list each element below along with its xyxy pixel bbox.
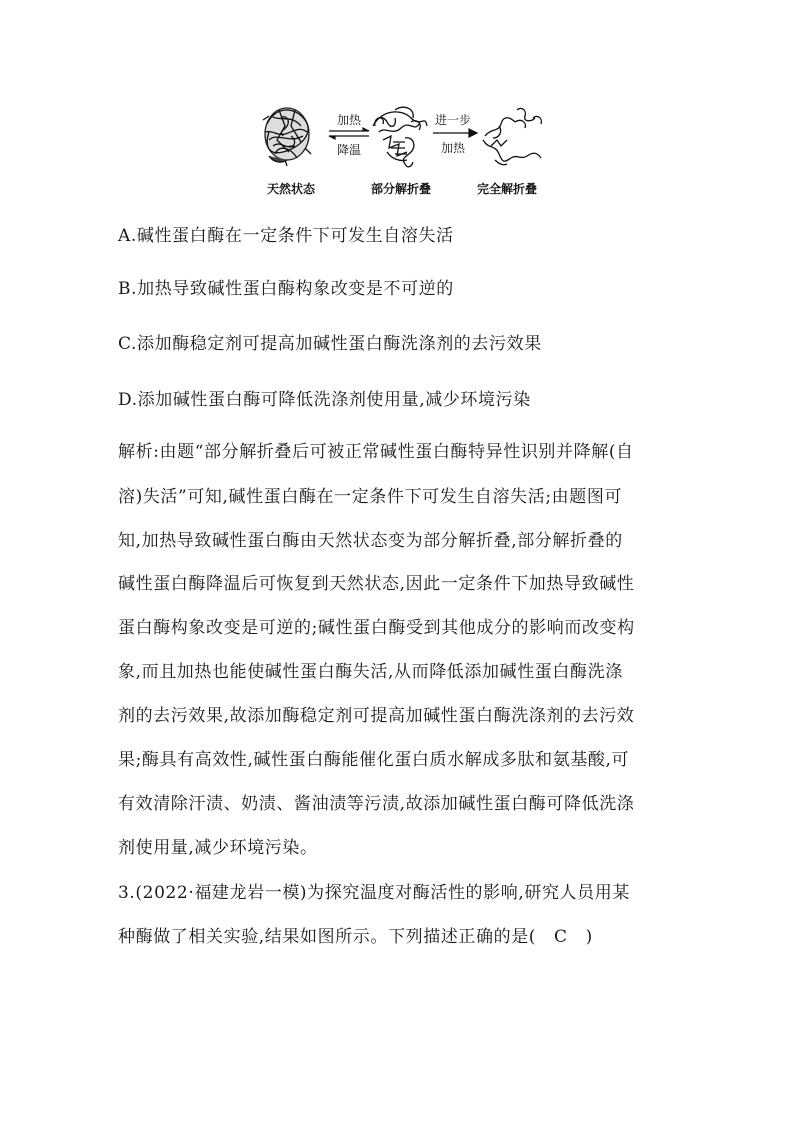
- reversible-arrow-icon: [329, 128, 369, 139]
- arrow1-top-label: 加热: [336, 113, 362, 127]
- question3-answer: C: [554, 927, 568, 947]
- folding-diagram: [255, 96, 555, 204]
- state-native-label: 天然状态: [266, 182, 316, 196]
- partially-unfolded-protein-icon: [373, 107, 427, 167]
- arrow2-bottom-label: 加热: [440, 141, 466, 155]
- analysis-line: 碱性蛋白酶降温后可恢复到天然状态,因此一定条件下加热导致碱性: [118, 574, 635, 594]
- state-full-label: 完全解折叠: [476, 182, 538, 196]
- question3-stem: 种酶做了相关实验,结果如图所示。下列描述正确的是(: [118, 927, 537, 947]
- option-b: B.加热导致碱性蛋白酶构象改变是不可逆的: [118, 279, 454, 299]
- fully-unfolded-protein-icon: [483, 108, 541, 164]
- option-d: D.添加碱性蛋白酶可降低洗涤剂使用量,减少环境污染: [118, 390, 531, 410]
- analysis-line: 溶)失活”可知,碱性蛋白酶在一定条件下可发生自溶失活;由题图可: [118, 487, 623, 507]
- question3-line1: 3.(2022·福建龙岩一模)为探究温度对酶活性的影响,研究人员用某: [118, 883, 630, 903]
- analysis-line: 蛋白酶构象改变是可逆的;碱性蛋白酶受到其他成分的影响而改变构: [118, 618, 635, 638]
- option-c: C.添加酶稳定剂可提高加碱性蛋白酶洗涤剂的去污效果: [118, 334, 542, 354]
- question3-close-paren: ): [585, 927, 593, 947]
- one-way-arrow-icon: [433, 129, 477, 137]
- analysis-line: 剂的去污效果,故添加酶稳定剂可提高加碱性蛋白酶洗涤剂的去污效: [118, 706, 635, 726]
- arrow1-bottom-label: 降温: [336, 143, 362, 157]
- question3-line2: [118, 925, 593, 949]
- analysis-line: 剂使用量,减少环境污染。: [118, 838, 318, 858]
- analysis-line: 解析:由题“部分解折叠后可被正常碱性蛋白酶特异性识别并降解(自: [118, 442, 634, 462]
- analysis-line: 知,加热导致碱性蛋白酶由天然状态变为部分解折叠,部分解折叠的: [118, 531, 623, 551]
- analysis-line: 象,而且加热也能使碱性蛋白酶失活,从而降低添加碱性蛋白酶洗涤: [118, 662, 623, 682]
- state-partial-label: 部分解折叠: [370, 182, 432, 196]
- analysis-line: 果;酶具有高效性,碱性蛋白酶能催化蛋白质水解成多肽和氨基酸,可: [118, 750, 630, 770]
- native-protein-icon: [263, 108, 311, 166]
- option-a: A.碱性蛋白酶在一定条件下可发生自溶失活: [118, 226, 454, 246]
- arrow2-top-label: 进一步: [434, 113, 472, 127]
- analysis-line: 有效清除汗渍、奶渍、酱油渍等污渍,故添加碱性蛋白酶可降低洗涤: [118, 794, 635, 814]
- protein-folding-figure: [255, 96, 555, 204]
